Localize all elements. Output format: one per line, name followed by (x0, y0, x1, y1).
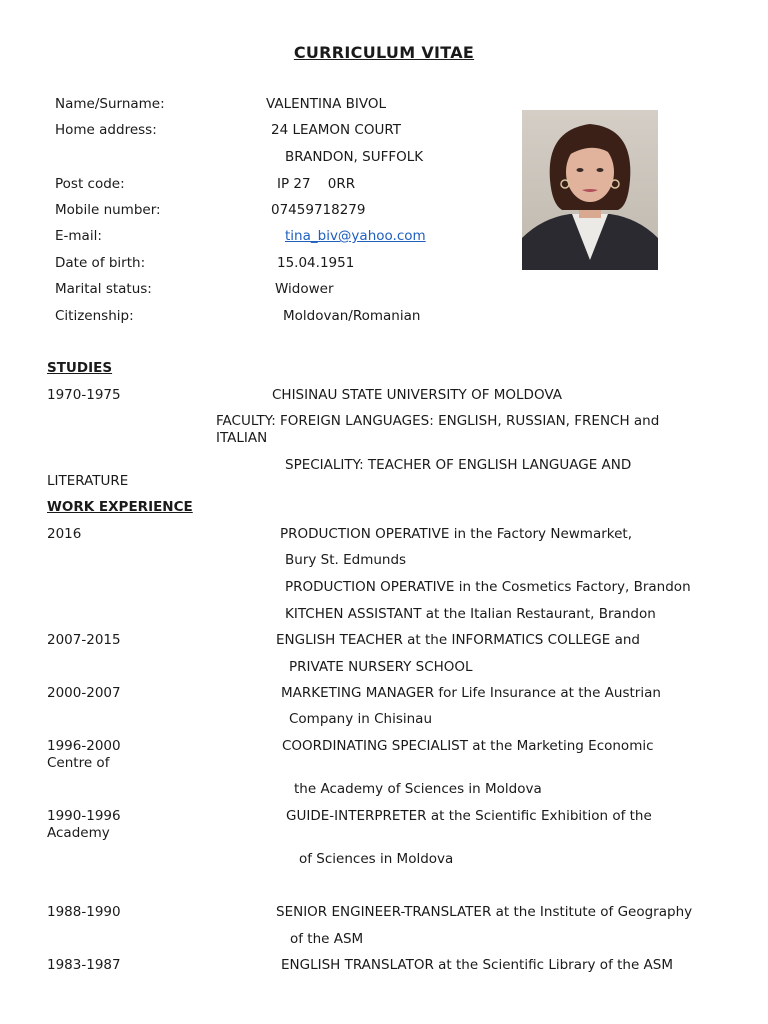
marital-status-value: Widower (275, 281, 334, 297)
postcode-value: IP 27 0RR (277, 176, 356, 192)
work-description-line: PRODUCTION OPERATIVE in the Cosmetics Factory, Brandon (285, 579, 691, 595)
work-description-line: ENGLISH TRANSLATOR at the Scientific Library of the ASM (281, 957, 674, 973)
work-description-line: PRIVATE NURSERY SCHOOL (289, 659, 473, 675)
work-description-line: Academy (47, 825, 110, 841)
postcode-label: Post code: (55, 176, 125, 192)
address-line-1: 24 LEAMON COURT (271, 122, 401, 138)
studies-heading: STUDIES (47, 360, 113, 376)
dob-value: 15.04.1951 (277, 255, 355, 271)
work-period: 2016 (47, 526, 82, 542)
dob-label: Date of birth: (55, 255, 146, 271)
work-description-line: GUIDE-INTERPRETER at the Scientific Exhibition of the (286, 808, 652, 824)
marital-status-label: Marital status: (55, 281, 152, 297)
address-line-2: BRANDON, SUFFOLK (285, 149, 424, 165)
email-link[interactable]: tina_biv@yahoo.com (285, 228, 426, 244)
profile-photo (522, 110, 658, 270)
work-description-line: PRODUCTION OPERATIVE in the Factory Newmarket, (280, 526, 632, 542)
studies-period: 1970-1975 (47, 387, 121, 403)
work-period: 2000-2007 (47, 685, 121, 701)
work-description-line: MARKETING MANAGER for Life Insurance at the Austrian (281, 685, 661, 701)
document-title: CURRICULUM VITAE (293, 43, 475, 62)
work-description-line: KITCHEN ASSISTANT at the Italian Restaurant, Brandon (285, 606, 656, 622)
citizenship-label: Citizenship: (55, 308, 134, 324)
work-period: 2007-2015 (47, 632, 121, 648)
studies-speciality-line-2: LITERATURE (47, 473, 129, 489)
work-period: 1990-1996 (47, 808, 121, 824)
citizenship-value: Moldovan/Romanian (283, 308, 421, 324)
studies-university: CHISINAU STATE UNIVERSITY OF MOLDOVA (272, 387, 562, 403)
work-description-line: COORDINATING SPECIALIST at the Marketing Economic (282, 738, 654, 754)
work-description-line: ENGLISH TEACHER at the INFORMATICS COLLEGE and (276, 632, 640, 648)
work-description-line: Company in Chisinau (289, 711, 433, 727)
work-period: 1996-2000 (47, 738, 121, 754)
work-description-line: Bury St. Edmunds (285, 552, 407, 568)
work-period: 1988-1990 (47, 904, 121, 920)
name-label: Name/Surname: (55, 96, 165, 112)
work-description-line: SENIOR ENGINEER-TRANSLATER at the Institute of Geography (276, 904, 693, 920)
work-description-line: Centre of (47, 755, 110, 771)
work-description-line: of the ASM (290, 931, 364, 947)
name-value: VALENTINA BIVOL (266, 96, 386, 112)
mobile-value: 07459718279 (271, 202, 366, 218)
address-label: Home address: (55, 122, 157, 138)
studies-faculty-line-2: ITALIAN (216, 430, 268, 446)
work-description-line: the Academy of Sciences in Moldova (294, 781, 542, 797)
email-label: E-mail: (55, 228, 102, 244)
mobile-label: Mobile number: (55, 202, 161, 218)
work-experience-heading: WORK EXPERIENCE (47, 499, 193, 515)
studies-speciality-line-1: SPECIALITY: TEACHER OF ENGLISH LANGUAGE AND (285, 457, 632, 473)
work-description-line: of Sciences in Moldova (299, 851, 454, 867)
studies-faculty-line-1: FACULTY: FOREIGN LANGUAGES: ENGLISH, RUSSIAN, FRENCH and (216, 413, 660, 429)
work-period: 1983-1987 (47, 957, 121, 973)
